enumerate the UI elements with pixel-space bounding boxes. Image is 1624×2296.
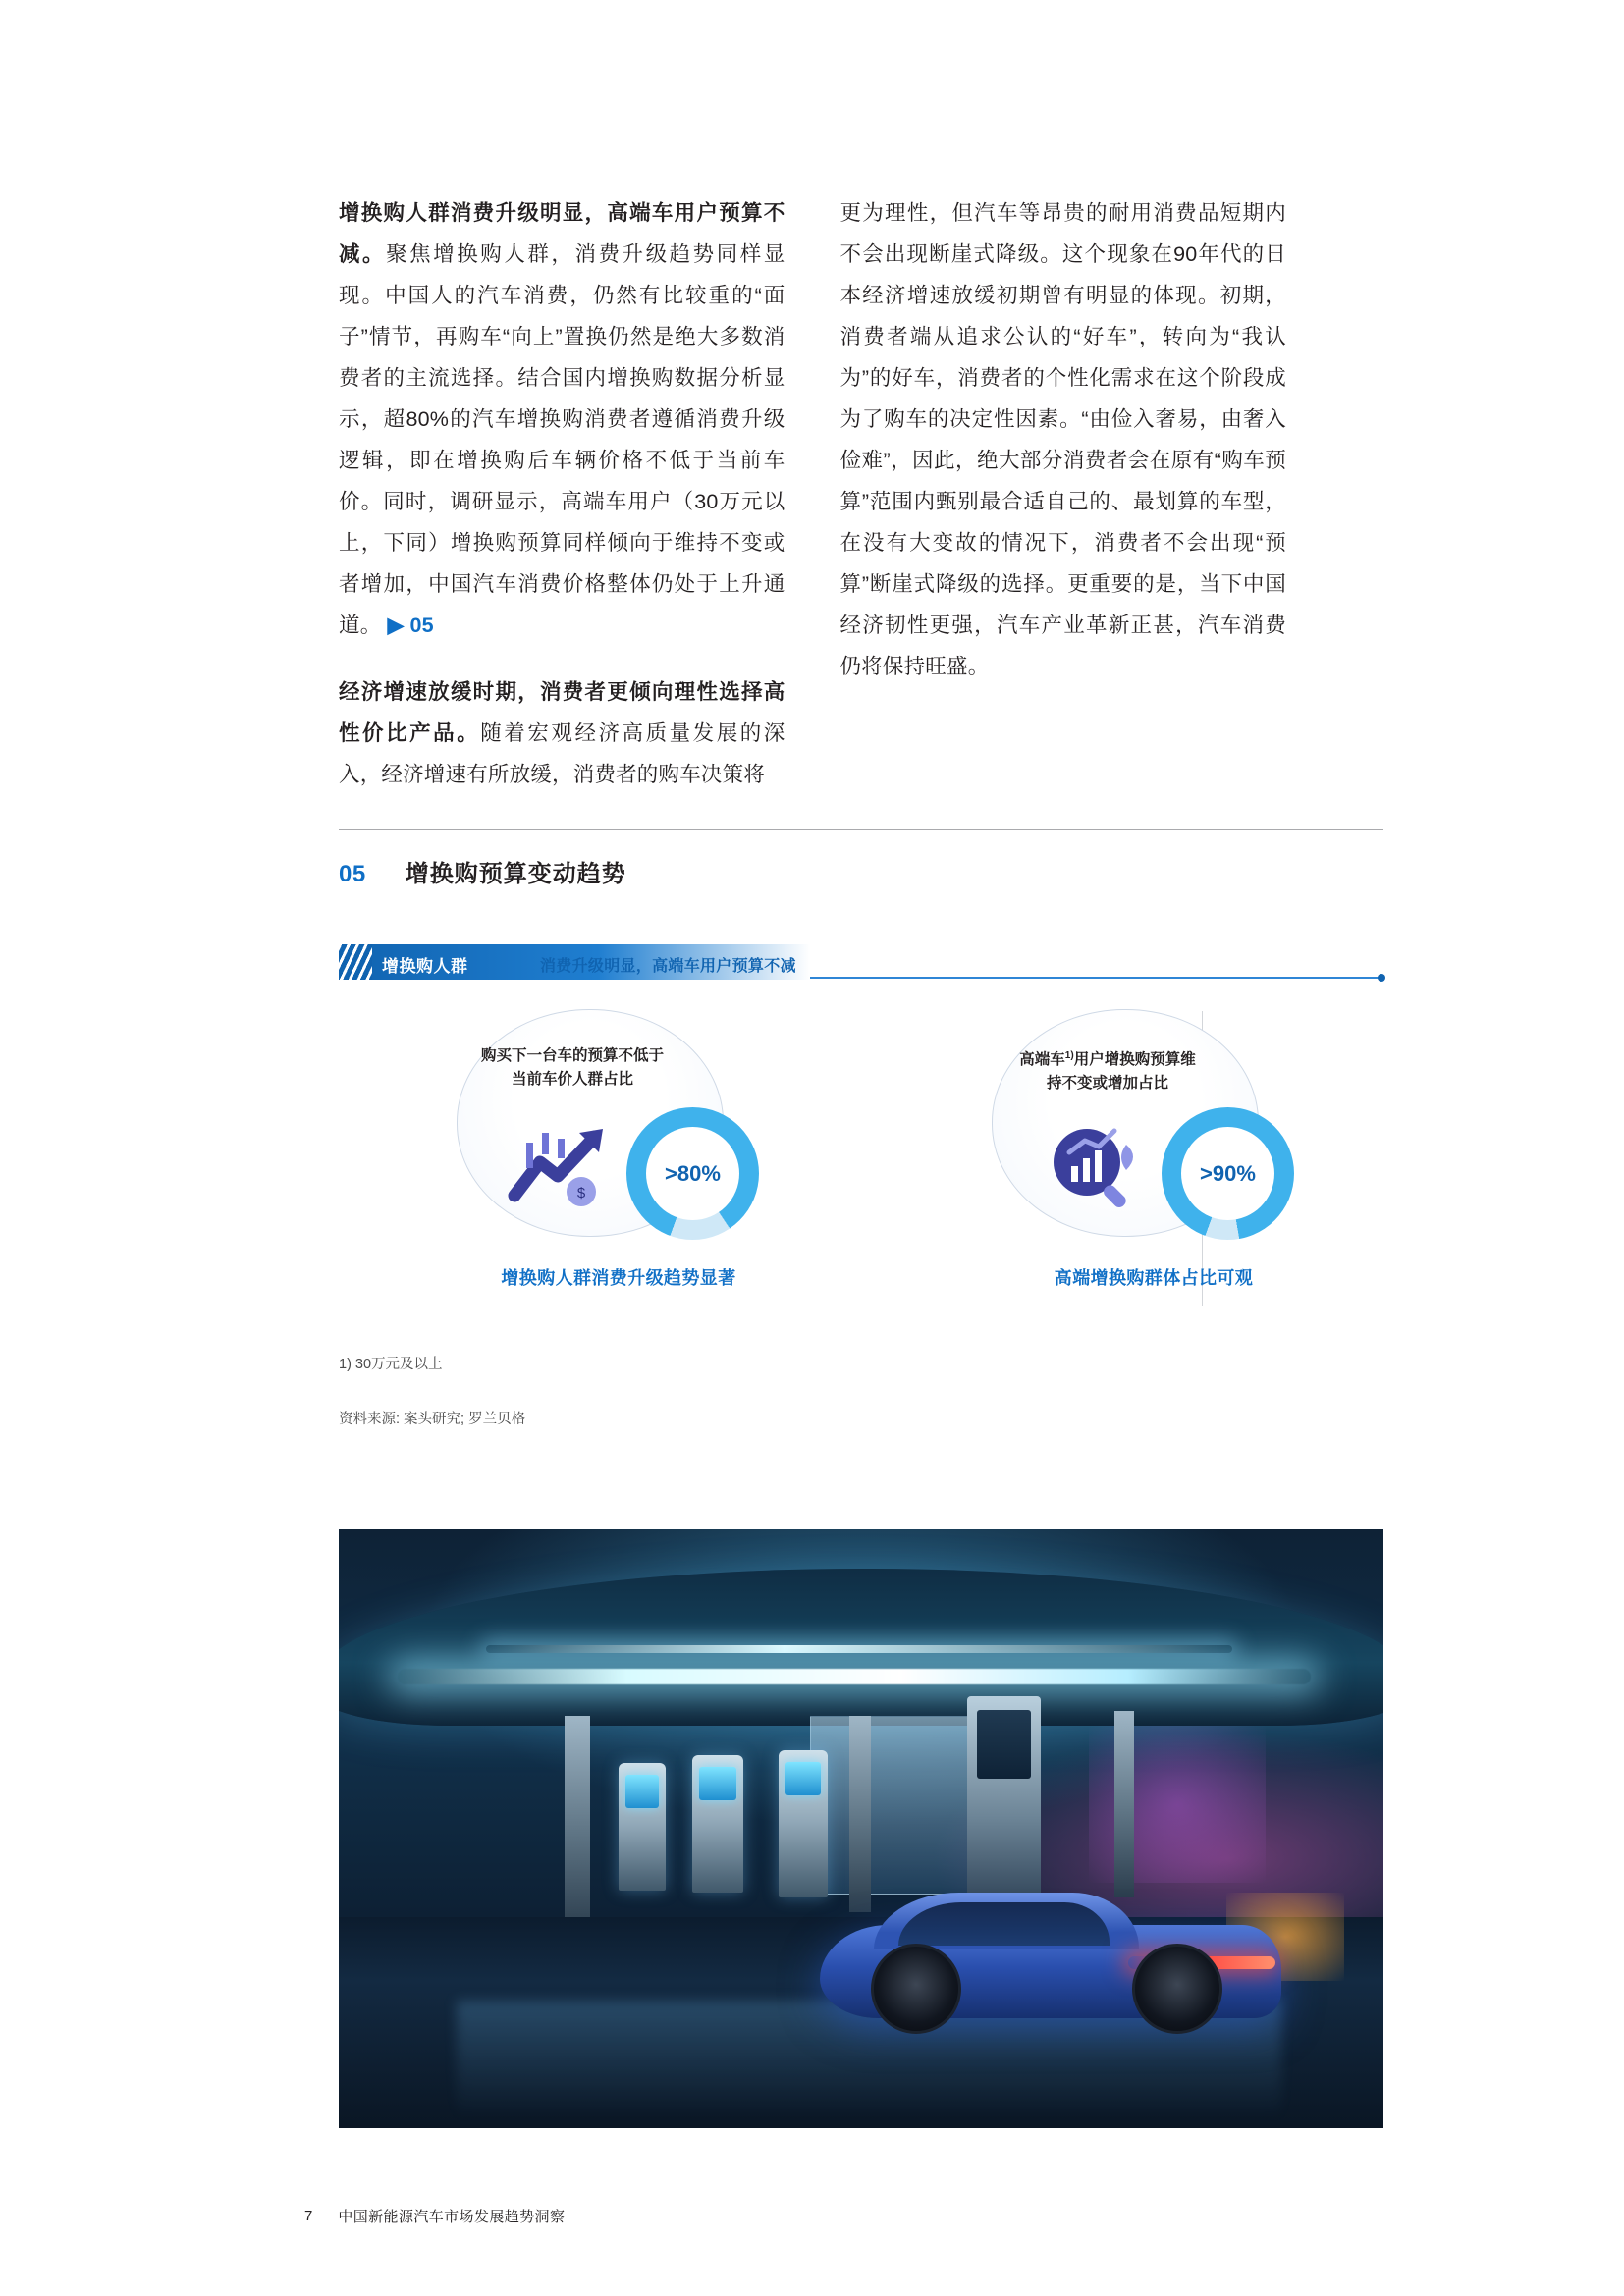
banner-rule bbox=[810, 977, 1383, 979]
article-columns bbox=[339, 192, 1286, 817]
bubble-title-2-pre: 高端车 bbox=[1019, 1051, 1065, 1069]
exhibit-body bbox=[339, 1001, 1383, 1325]
chart-arrow-up-money-icon bbox=[501, 1119, 628, 1212]
exhibit-title: 增换购预算变动趋势 bbox=[405, 861, 626, 887]
page-footer bbox=[304, 2206, 565, 2226]
donut-value-1: >80% bbox=[646, 1127, 739, 1220]
paragraph-1-body: 聚焦增换购人群，消费升级趋势同样显现。中国人的汽车消费，仍然有比较重的“面子”情节，再购车“向上”置换仍然是绝大多数消费者的主流选择。结合国内增换购数据分析显示，超80%的汽车增换购消费者遵循消费升级逻辑，即在增换购后车辆价格不低于当前车价。同时，调研显示，高端车用户（30万元以上，下同）增换购预算同样倾向于维持不变或者增加，中国汽车消费价格整体仍处于上升通道。 bbox=[339, 242, 785, 637]
paragraph-3: 更为理性，但汽车等昂贵的耐用消费品短期内不会出现断崖式降级。这个现象在90年代的日本经济增速放缓初期曾有明显的体现。初期，消费者端从追求公认的“好车”，转向为“我认为”的好车，消费者的个性化需求在这个阶段成为了购车的决定性因素。“由俭入奢易，由奢入俭难”，因此，绝大部分消费者会在原有“购车预算”范围内甄别最合适自己的、最划算的车型，在没有大变故的情况下，消费者不会出现“预算”断崖式降级的选择。更重要的是，当下中国经济韧性更强，汽车产业革新正甚，汽车消费仍将保持旺盛。 bbox=[839, 201, 1286, 678]
station-pillar bbox=[565, 1716, 590, 1932]
donut-chart-2 bbox=[1162, 1107, 1294, 1240]
panel-caption-2: 高端增换购群体占比可观 bbox=[1054, 1268, 1254, 1288]
exhibit-panel-1 bbox=[363, 1001, 874, 1325]
exhibit-panel-2 bbox=[898, 1001, 1409, 1325]
bubble-title-1: 购买下一台车的预算不低于当前车价人群占比 bbox=[480, 1047, 664, 1088]
exhibit-header bbox=[339, 854, 626, 888]
left-column bbox=[339, 192, 785, 817]
charging-post bbox=[619, 1763, 666, 1891]
paragraph-2 bbox=[339, 671, 785, 795]
paragraph-1 bbox=[339, 192, 785, 646]
banner-subtitle: 消费升级明显，高端车用户预算不减 bbox=[540, 958, 796, 975]
paragraph-2-body: 随着宏观经济高质量发展的深入，经济增速有所放缓，消费者的购车决策将 bbox=[339, 721, 785, 786]
bubble-title-2 bbox=[1014, 1044, 1201, 1095]
donut-chart-1 bbox=[626, 1107, 759, 1240]
banner-end-dot-icon bbox=[1378, 974, 1385, 982]
magnifier-bar-chart-icon bbox=[1036, 1119, 1164, 1212]
car-wheel bbox=[871, 1944, 961, 2034]
panel-caption-1: 增换购人群消费升级趋势显著 bbox=[501, 1268, 736, 1288]
exhibit-number: 05 bbox=[339, 861, 366, 887]
right-column bbox=[840, 192, 1287, 817]
charging-post bbox=[692, 1755, 743, 1893]
document-title: 中国新能源汽车市场发展趋势洞察 bbox=[338, 2209, 566, 2225]
banner-label: 增换购人群 bbox=[382, 957, 468, 976]
charger-screen bbox=[699, 1767, 736, 1800]
donut-value-2: >90% bbox=[1181, 1127, 1274, 1220]
canopy-light-strip-secondary bbox=[486, 1645, 1232, 1653]
banner-hatch-icon bbox=[339, 944, 372, 980]
paragraph-1-lead: 增换购人群消费升级明显，高端车用户预算不减。 bbox=[339, 201, 785, 266]
car-windows bbox=[898, 1902, 1110, 1946]
section-divider bbox=[339, 829, 1383, 830]
charger-screen bbox=[785, 1762, 821, 1795]
exhibit-banner bbox=[339, 944, 1383, 980]
exhibit-footnote: 1) 30万元及以上 bbox=[339, 1357, 443, 1372]
kiosk-screen bbox=[977, 1710, 1031, 1779]
exhibit-source: 资料来源: 案头研究; 罗兰贝格 bbox=[339, 1412, 526, 1427]
exhibit-reference-link[interactable]: ▶ 05 bbox=[387, 614, 434, 637]
svg-text:$: $ bbox=[576, 1185, 586, 1201]
electric-car bbox=[820, 1868, 1281, 2040]
car-wheel bbox=[1132, 1944, 1222, 2034]
page-number: 7 bbox=[304, 2208, 313, 2224]
charging-station-photo bbox=[339, 1529, 1383, 2128]
paragraph-2-lead: 经济增速放缓时期，消费者更倾向理性选择高性价比产品。 bbox=[339, 680, 785, 745]
bubble-title-2-post: 用户增换购预算维持不变或增加占比 bbox=[1046, 1051, 1196, 1093]
canopy-light-strip bbox=[398, 1669, 1311, 1684]
footnote-marker: 1) bbox=[1064, 1050, 1074, 1061]
charger-screen bbox=[625, 1775, 659, 1808]
